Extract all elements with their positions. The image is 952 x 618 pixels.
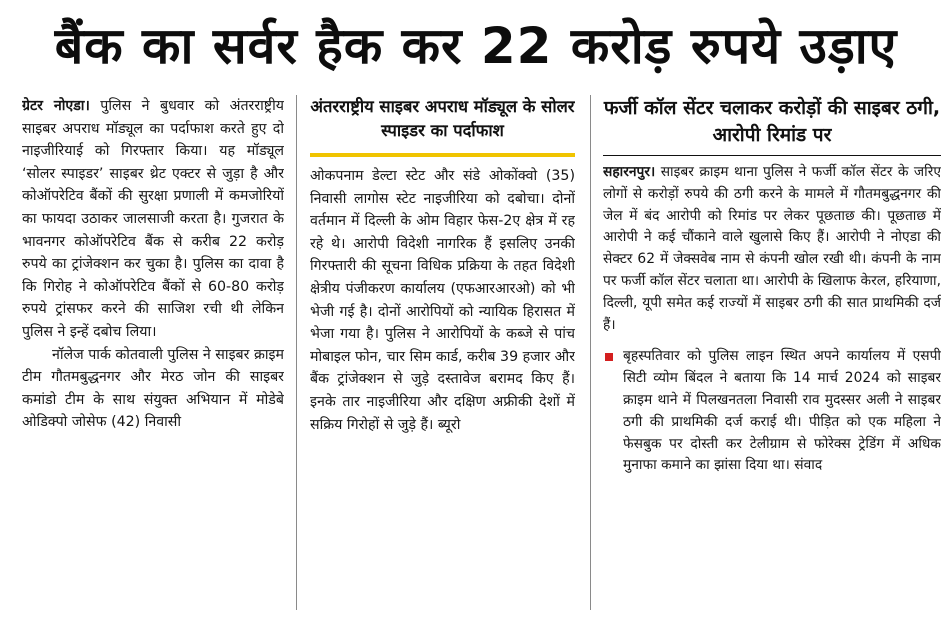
article-paragraph bbox=[603, 346, 941, 477]
article-column-2 bbox=[310, 95, 575, 615]
article-paragraph bbox=[310, 165, 575, 436]
kicker-underline bbox=[310, 153, 575, 157]
sub-headline-rule bbox=[603, 155, 941, 156]
article-paragraph: नॉलेज पार्क कोतवाली पुलिस ने साइबर क्राइम टीम गौतमबुद्धनगर और मेरठ जोन की साइबर कमांडो टीम के साथ संयुक्त अभियान में मोडेबे ओडिक्पो जोसेफ (42) निवासी bbox=[22, 346, 284, 431]
paragraph-text: पुलिस ने बुधवार को अंतरराष्ट्रीय साइबर अपराध मॉड्यूल का पर्दाफाश करते हुए दो नाइजीरियाई को गिरफ्तार किया। यह मॉड्यूल ‘सोलर स्पाइडर’ साइबर थ्रेट एक्टर से जुड़ा है और कोऑपरेटिव बैंकों की सुरक्षा प्रणाली में कमजोरियों का फायदा उठाकर जालसाजी करता है। गुजरात के भावनगर कोऑपरेटिव बैंक से करीब 22 करोड़ रुपये का ट्रांजेक्शन कर चुका है। पुलिस का दावा है कि गिरोह ने कोऑपरेटिव बैंकों से 60-80 करोड़ रुपये ट्रांसफर करने की साजिश रची थी लेकिन पुलिस ने इन्हें दबोच लिया। bbox=[22, 98, 284, 340]
headline: बैंक का सर्वर हैक कर 22 करोड़ रुपये उड़ाए bbox=[54, 17, 898, 75]
dateline: ग्रेटर नोएडा। bbox=[22, 98, 90, 114]
article-paragraph bbox=[603, 162, 941, 336]
byline: ब्यूरो bbox=[437, 416, 461, 433]
red-square-bullet-icon bbox=[605, 353, 613, 361]
column-divider bbox=[590, 95, 591, 610]
dateline: सहारनपुर। bbox=[603, 164, 656, 180]
paragraph-text: साइबर क्राइम थाना पुलिस ने फर्जी कॉल सेंटर के जरिए लोगों से करोड़ों रुपये की ठगी करने के मामले में गौतमबुद्धनगर की जेल में बंद आरोपी को रिमांड पर लेकर पूछताछ की। पूछताछ में आरोपी ने कई चौंकाने वाले खुलासे किए हैं। आरोपी ने नोएडा की सेक्टर 62 में जेक्सवेब नाम से कंपनी खोल रखी थी। कंपनी के नाम पर फर्जी कॉल सेंटर चलाता था। आरोपी के खिलाफ केरल, हरियाणा, दिल्ली, यूपी समेत कई राज्यों में साइबर ठगी की सात प्राथमिकी दर्ज हैं। bbox=[603, 164, 941, 333]
byline: संवाद bbox=[794, 457, 823, 474]
paragraph-text: बृहस्पतिवार को पुलिस लाइन स्थित अपने कार्यालय में एसपी सिटी व्योम बिंदल ने बताया कि 14 मार्च 2024 को साइबर क्राइम थाने में पिलखनतला निवासी राव मुदस्सर अली ने साइबर ठगी की प्राथमिकी दर्ज कराई थी। पीड़ित को एक महिला ने फेसबुक पर दोस्ती कर टेलीग्राम से फोरेक्स ट्रेडिंग में अधिक मुनाफा कमाने का झांसा दिया था। bbox=[623, 348, 941, 474]
section-kicker: अंतरराष्ट्रीय साइबर अपराध मॉड्यूल के सोलर स्पाइडर का पर्दाफाश bbox=[310, 97, 575, 140]
sub-headline: फर्जी कॉल सेंटर चलाकर करोड़ों की साइबर ठगी, आरोपी रिमांड पर bbox=[603, 97, 941, 146]
article-column-1 bbox=[22, 95, 284, 615]
paragraph-text: ओकपनाम डेल्टा स्टेट और संडे ओकोंक्वो (35) निवासी लागोस स्टेट नाइजीरिया को दबोचा। दोनों वर्तमान में दिल्ली के ओम विहार फेस-2ए क्षेत्र में रह रहे थे। आरोपी विदेशी नागरिक हैं इसलिए उनकी गिरफ्तारी की सूचना विधिक प्रक्रिया के तहत विदेशी क्षेत्रीय पंजीकरण कार्यालय (एफआरआरओ) को भी भेजी गई है। दोनों आरोपियों को न्यायिक हिरासत में भेजा गया है। पुलिस ने आरोपियों के कब्जे से पांच मोबाइल फोन, चार सिम कार्ड, करीब 39 हजार और बैंक ट्रांजेक्शन से जुड़े दस्तावेज बरामद किए हैं। इनके तार नाइजीरिया और दक्षिण अफ्रीकी देशों में सक्रिय गिरोहों से जुड़े हैं। bbox=[310, 168, 575, 433]
article-column-3 bbox=[603, 95, 941, 615]
column-divider bbox=[296, 95, 297, 610]
article-paragraph bbox=[22, 95, 284, 344]
